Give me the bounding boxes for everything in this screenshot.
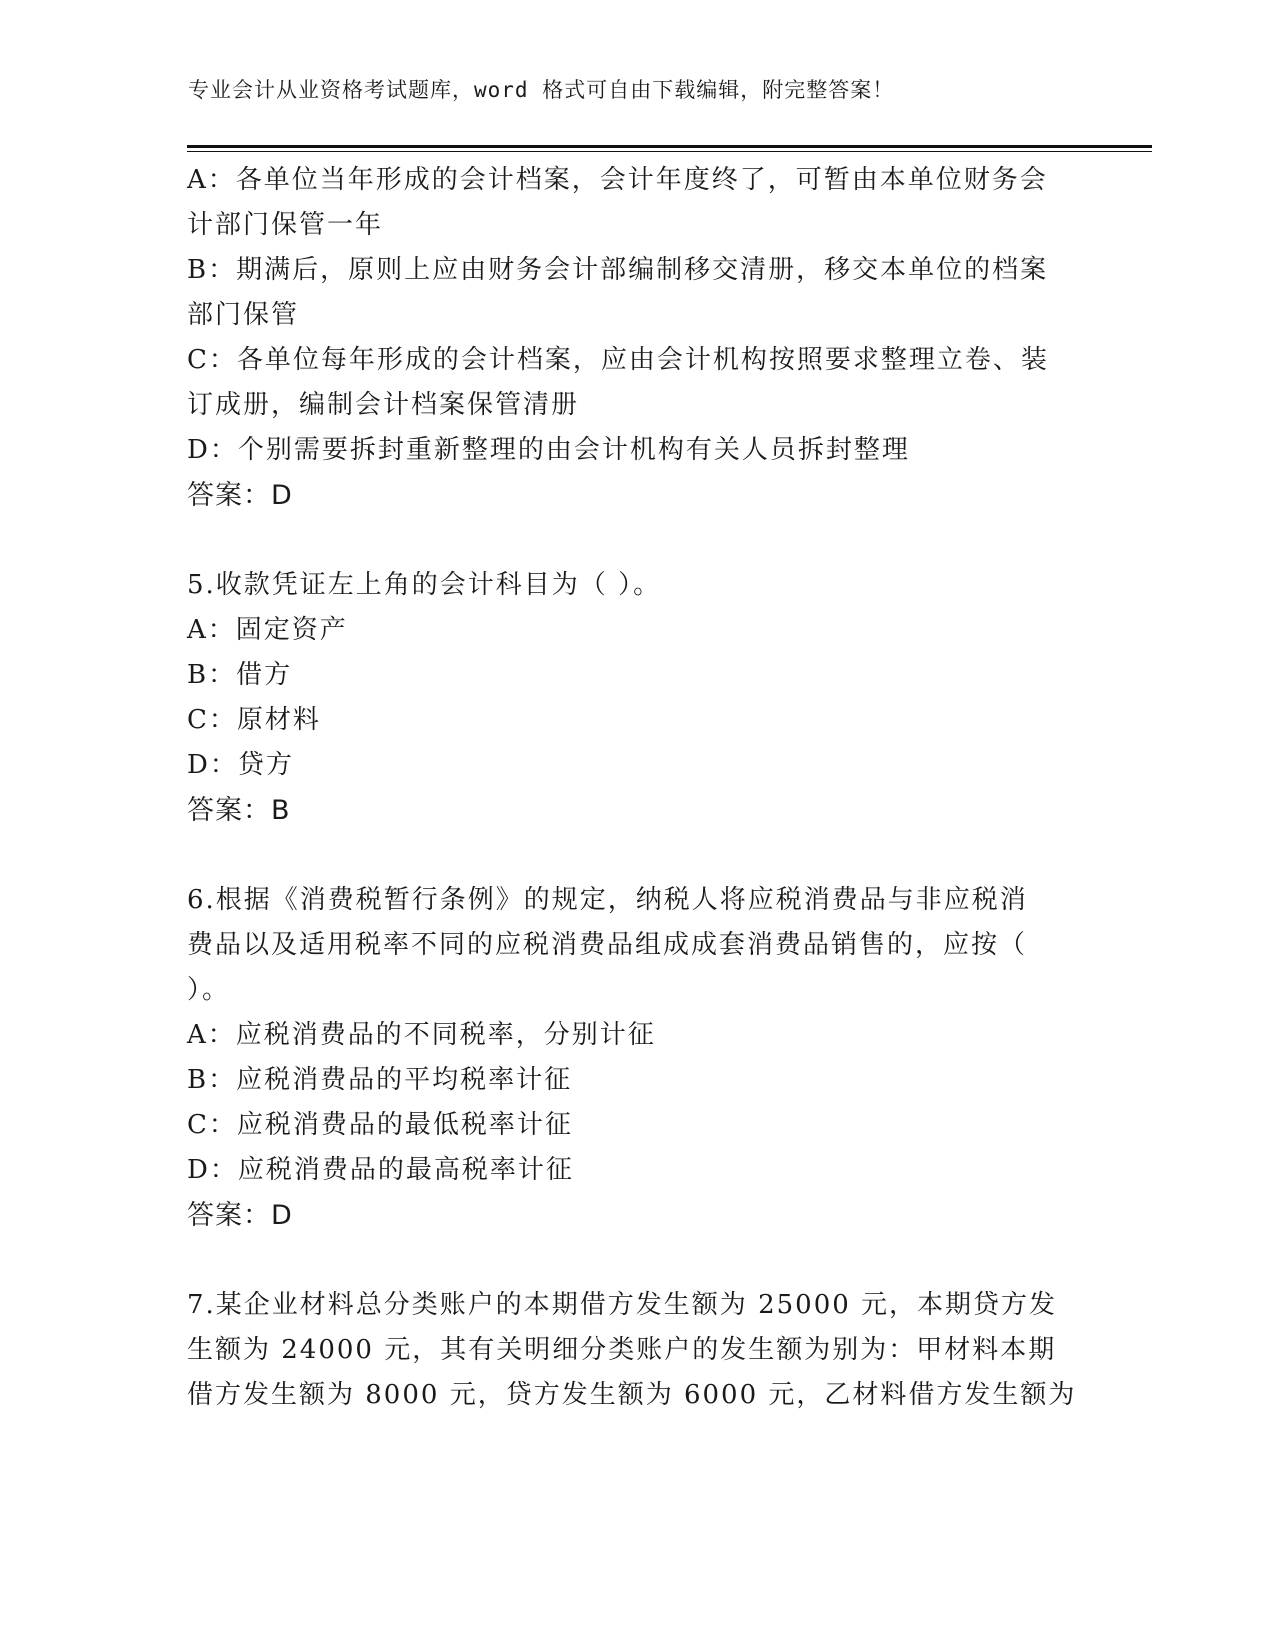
option-line: 部门保管 bbox=[187, 300, 300, 330]
option-d: D：贷方 bbox=[187, 750, 294, 780]
question-stem: 费品以及适用税率不同的应税消费品组成成套消费品销售的，应按（ bbox=[187, 930, 1028, 960]
spacer bbox=[187, 833, 1087, 878]
option-a bbox=[187, 158, 1087, 248]
header-note: 专业会计从业资格考试题库，word 格式可自由下载编辑，附完整答案！ bbox=[188, 78, 895, 102]
document-body bbox=[187, 158, 1087, 1418]
header-rule-thin bbox=[187, 151, 1152, 152]
question-stem: 生额为 24000 元，其有关明细分类账户的发生额为别为：甲材料本期 bbox=[187, 1335, 1057, 1365]
option-d: D：应税消费品的最高税率计征 bbox=[187, 1155, 574, 1185]
option-b bbox=[187, 248, 1087, 338]
option-d bbox=[187, 428, 1087, 473]
answer: 答案：B bbox=[187, 795, 291, 826]
option-b: B：应税消费品的平均税率计征 bbox=[187, 1065, 573, 1095]
option-line: 计部门保管一年 bbox=[187, 210, 384, 240]
option-c bbox=[187, 338, 1087, 428]
option-c: C：应税消费品的最低税率计征 bbox=[187, 1110, 573, 1140]
option-a: A：应税消费品的不同税率，分别计征 bbox=[187, 1020, 656, 1050]
option-line: D：个别需要拆封重新整理的由会计机构有关人员拆封整理 bbox=[187, 435, 910, 465]
question-4 bbox=[187, 158, 1087, 518]
answer: 答案：D bbox=[187, 1200, 293, 1231]
option-line: 订成册，编制会计档案保管清册 bbox=[187, 390, 580, 420]
header-rule-thick bbox=[187, 145, 1152, 148]
question-stem: 7.某企业材料总分类账户的本期借方发生额为 25000 元，本期贷方发 bbox=[187, 1290, 1058, 1320]
question-6 bbox=[187, 878, 1087, 1238]
option-line: A：各单位当年形成的会计档案，会计年度终了，可暂由本单位财务会 bbox=[187, 165, 1048, 195]
question-stem: 5.收款凭证左上角的会计科目为（ ）。 bbox=[187, 570, 662, 600]
question-stem: 6.根据《消费税暂行条例》的规定，纳税人将应税消费品与非应税消 bbox=[187, 885, 1028, 915]
option-b: B：借方 bbox=[187, 660, 293, 690]
option-c: C：原材料 bbox=[187, 705, 321, 735]
question-stem: ）。 bbox=[187, 975, 231, 1005]
option-a: A：固定资产 bbox=[187, 615, 348, 645]
option-line: C：各单位每年形成的会计档案，应由会计机构按照要求整理立卷、装 bbox=[187, 345, 1049, 375]
spacer bbox=[187, 1238, 1087, 1283]
question-5 bbox=[187, 563, 1087, 833]
option-line: B：期满后，原则上应由财务会计部编制移交清册，移交本单位的档案 bbox=[187, 255, 1049, 285]
answer: 答案：D bbox=[187, 480, 293, 511]
spacer bbox=[187, 518, 1087, 563]
question-7 bbox=[187, 1283, 1087, 1418]
question-stem: 借方发生额为 8000 元，贷方发生额为 6000 元，乙材料借方发生额为 bbox=[187, 1380, 1077, 1410]
